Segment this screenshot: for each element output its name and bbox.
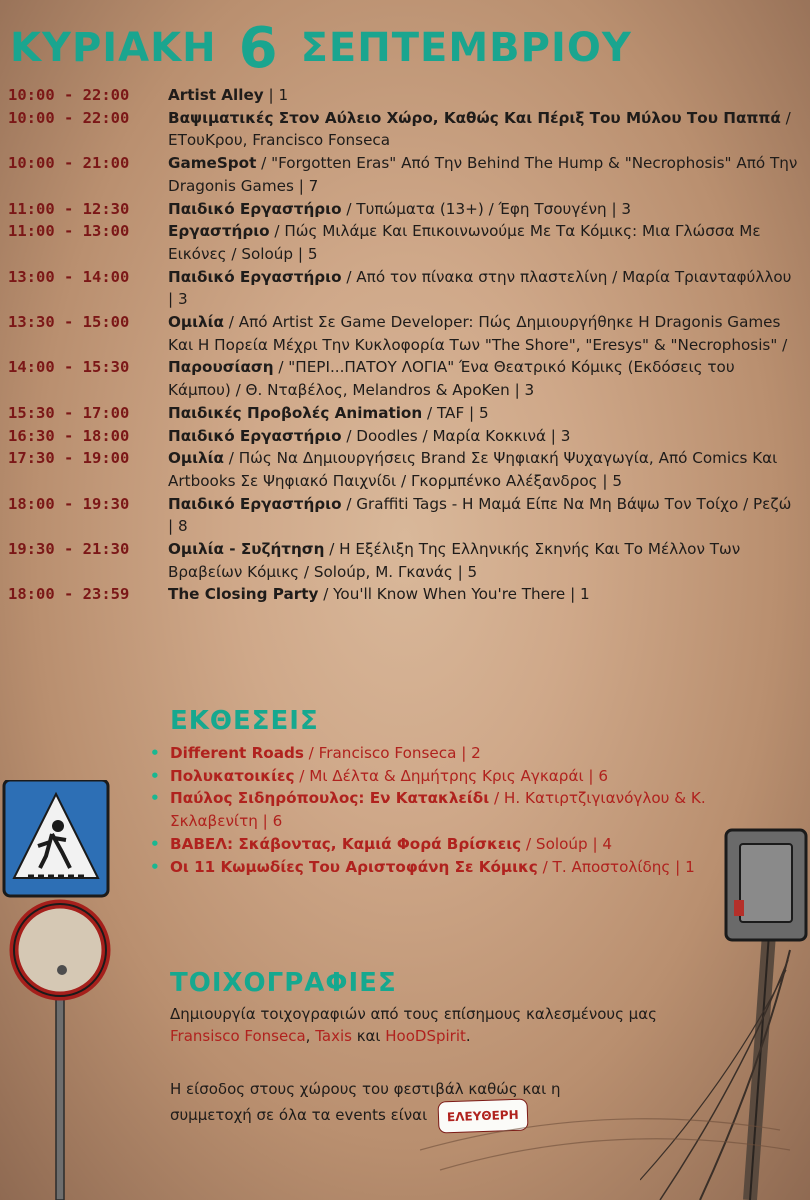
time-range: 10:00 - 21:00: [8, 154, 130, 173]
schedule-row: [8, 583, 798, 606]
schedule-list: [8, 84, 798, 606]
event-title: GameSpot: [168, 154, 257, 173]
exhibit-item: [150, 833, 710, 856]
schedule-row: [8, 311, 798, 356]
event-details: / You'll Know When You're There | 1: [318, 585, 590, 604]
time-range: 11:00 - 12:30: [8, 199, 130, 218]
event-details: / Πώς Μιλάμε Και Επικοινωνούμε Με Τα Κόμικς: Μια Γλώσσα Με Εικόνες / Soloúp | 5: [168, 222, 761, 263]
time-range: 13:30 - 15:00: [8, 313, 130, 332]
event-description: [168, 447, 798, 492]
exhibit-item: [150, 787, 710, 832]
schedule-row: [8, 356, 798, 401]
time-range: 15:30 - 17:00: [8, 403, 130, 422]
event-details: / Από Artist Σε Game Developer: Πώς Δημιουργήθηκε Η Dragonis Games Και Η Πορεία Μέχρι Την Κυκλοφορία Των "The Shore", "Eresys" & "Necrophosis" /: [168, 313, 788, 354]
exhibit-item: [150, 742, 710, 765]
event-description: [168, 107, 798, 152]
time-range: 10:00 - 22:00: [8, 108, 130, 127]
schedule-row: [8, 447, 798, 492]
schedule-row: [8, 220, 798, 265]
schedule-row: [8, 402, 798, 425]
wire-lines: [420, 1090, 800, 1200]
event-title: Παιδικό Εργαστήριο: [168, 267, 342, 286]
event-details: / Τυπώματα (13+) / Έφη Τσουγένη | 3: [341, 199, 632, 218]
event-title: Εργαστήριο: [168, 222, 270, 241]
bullet-icon: •: [150, 789, 160, 808]
event-description: [168, 402, 798, 425]
artist-name: Taxis: [315, 1027, 352, 1045]
exhibit-details: / Soloúp | 4: [521, 834, 613, 853]
event-details: / Graffiti Tags - Η Μαμά Είπε Να Μη Βάψω Τον Τοίχο / Ρεζώ | 8: [168, 494, 792, 536]
bullet-icon: •: [150, 766, 160, 785]
event-description: [168, 266, 798, 311]
exhibit-title: Πολυκατοικίες: [170, 766, 295, 785]
exhibit-title: Παύλος Σιδηρόπουλος: Εν Κατακλείδι: [170, 789, 490, 808]
exhibit-text: [170, 856, 710, 879]
street-signs: [0, 780, 120, 1200]
event-details: / Η Εξέλιξη Της Ελληνικής Σκηνής Και Το Μέλλον Των Βραβείων Κόμικς / Soloúp, Μ. Γκανάς | 5: [168, 540, 741, 581]
date-number: 6: [238, 15, 279, 81]
exhibit-title: Οι 11 Κωμωδίες Του Αριστοφάνη Σε Κόμικς: [170, 857, 538, 876]
event-title: Παιδικό Εργαστήριο: [168, 199, 342, 218]
murals-text: [170, 1003, 670, 1047]
event-title: Ομιλία - Συζήτηση: [168, 540, 325, 559]
event-title: Βαψιματικές Στον Αύλειο Χώρο, Καθώς Και Πέριξ Του Μύλου Του Παππά: [168, 108, 781, 127]
event-title: Artist Alley: [168, 86, 264, 104]
pedestrian-crossing-sign-icon: [4, 780, 108, 896]
month-label: ΣΕΠΤΕΜΒΡΙΟΥ: [300, 25, 632, 71]
event-title: The Closing Party: [168, 585, 319, 604]
event-title: Παρουσίαση: [168, 358, 274, 377]
entry-text: Η είσοδος στους χώρους του φεστιβάλ καθώς και η συμμετοχή σε όλα τα events είναι: [170, 1080, 561, 1124]
event-details: / "Forgotten Eras" Από Την Behind The Hump & "Necrophosis" Από Την Dragonis Games | 7: [168, 154, 798, 195]
schedule-row: [8, 84, 798, 107]
time-range: 14:00 - 15:30: [8, 358, 130, 377]
event-title: Παιδικό Εργαστήριο: [168, 426, 342, 445]
day-label: ΚΥΡΙΑΚΗ: [10, 25, 217, 71]
time-range: 10:00 - 22:00: [8, 86, 130, 104]
artist-name: HooDSpirit: [385, 1027, 466, 1045]
exhibit-text: [170, 765, 710, 788]
schedule-row: [8, 107, 798, 152]
free-badge: ΕΛΕΥΘΕΡΗ: [437, 1098, 528, 1133]
exhibit-text: [170, 787, 710, 832]
exhibit-details: / Τ. Αποστολίδης | 1: [537, 857, 695, 876]
separator: ,: [305, 1027, 316, 1045]
event-description: [168, 152, 798, 197]
bullet-icon: •: [150, 744, 160, 762]
exhibits-list: [150, 742, 710, 878]
event-title: Ομιλία: [168, 313, 224, 332]
event-description: [168, 84, 798, 107]
event-description: [168, 425, 798, 448]
event-description: [168, 583, 798, 606]
time-range: 11:00 - 13:00: [8, 222, 130, 241]
event-details: | 1: [263, 86, 289, 104]
exhibit-details: / Francisco Fonseca | 2: [303, 744, 481, 762]
time-range: 18:00 - 19:30: [8, 494, 130, 513]
event-description: [168, 220, 798, 265]
event-details: / TAF | 5: [422, 403, 489, 422]
schedule-row: [8, 152, 798, 197]
schedule-row: [8, 538, 798, 583]
exhibit-title: Different Roads: [170, 744, 304, 762]
exhibit-item: [150, 856, 710, 879]
date-title: [10, 15, 800, 81]
event-details: / ΕΤουΚρου, Francisco Fonseca: [168, 108, 791, 150]
event-description: [168, 493, 798, 538]
time-range: 13:00 - 14:00: [8, 267, 130, 286]
schedule-row: [8, 198, 798, 221]
separator: και: [351, 1027, 386, 1045]
exhibit-item: [150, 765, 710, 788]
exhibit-text: [170, 833, 710, 856]
bullet-icon: •: [150, 857, 160, 876]
schedule-row: [8, 425, 798, 448]
no-entry-sign-icon: [14, 904, 106, 996]
schedule-row: [8, 493, 798, 538]
exhibits-heading: ΕΚΘΕΣΕΙΣ: [170, 706, 319, 736]
time-range: 16:30 - 18:00: [8, 426, 130, 445]
event-details: / Από τον πίνακα στην πλαστελίνη / Μαρία Τριανταφύλλου | 3: [168, 267, 792, 309]
period: .: [465, 1027, 471, 1045]
murals-intro: Δημιουργία τοιχογραφιών από τους επίσημους καλεσμένους μας: [170, 1005, 657, 1023]
event-details: / Doodles / Μαρία Κοκκινά | 3: [341, 426, 571, 445]
time-range: 19:30 - 21:30: [8, 540, 130, 559]
event-description: [168, 538, 798, 583]
exhibit-title: ΒΑΒΕΛ: Σκάβοντας, Καμιά Φορά Βρίσκεις: [170, 834, 522, 853]
schedule-row: [8, 266, 798, 311]
event-title: Ομιλία: [168, 449, 224, 468]
event-description: [168, 311, 798, 356]
time-range: 17:30 - 19:00: [8, 449, 130, 468]
exhibit-details: / Μι Δέλτα & Δημήτρης Κρις Αγκαράι | 6: [294, 766, 609, 785]
event-title: Παιδικές Προβολές Animation: [168, 403, 423, 422]
event-details: / Πώς Να Δημιουργήσεις Brand Σε Ψηφιακή Ψυχαγωγία, Από Comics Και Artbooks Σε Ψηφιακό Παιχνίδι / Γκορμπένκο Αλέξανδρος | 5: [168, 449, 778, 490]
utility-box-icon: [726, 830, 806, 940]
time-range: 18:00 - 23:59: [8, 585, 130, 604]
exhibit-details: / Η. Κατιρτζιγιανόγλου & Κ. Σκλαβενίτη | 6: [170, 789, 706, 831]
artist-name: Fransisco Fonseca: [170, 1027, 306, 1045]
event-description: [168, 356, 798, 401]
event-description: [168, 198, 798, 221]
event-details: / "ΠΕΡΙ...ΠΑΤΟΥ ΛΟΓΙΑ" Ένα Θεατρικό Κόμικς (Εκδόσεις του Κάμπου) / Θ. Νταβέλος, Melandros & ApoKen | 3: [168, 358, 735, 400]
exhibit-text: [170, 742, 710, 765]
bullet-icon: •: [150, 834, 160, 853]
event-title: Παιδικό Εργαστήριο: [168, 494, 342, 513]
murals-heading: ΤΟΙΧΟΓΡΑΦΙΕΣ: [170, 968, 397, 998]
